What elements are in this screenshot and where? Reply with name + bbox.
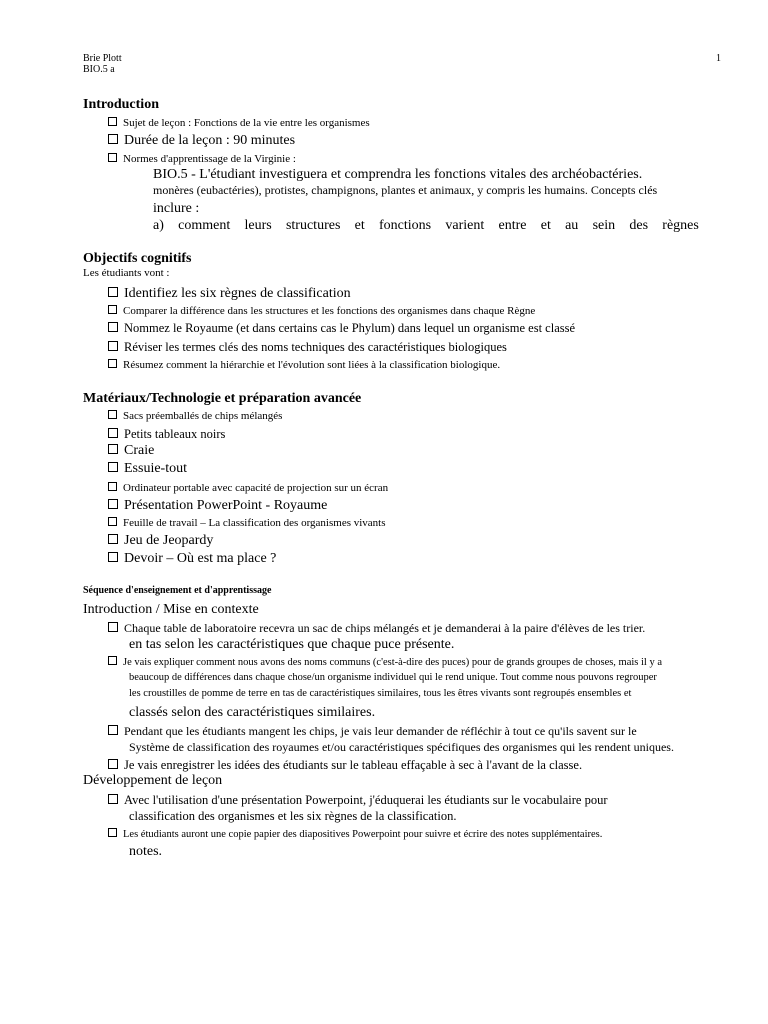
standard-word: a) [153, 218, 164, 233]
standard-word: règnes [662, 218, 699, 233]
material-text: Feuille de travail – La classification des organismes vivants [123, 517, 386, 529]
objective-text: Comparer la différence dans les structures et les fonctions des organismes dans chaque Règne [123, 305, 536, 317]
standard-word: et [540, 218, 551, 233]
material-text: Devoir – Où est ma place ? [124, 551, 277, 566]
checkbox-icon [108, 828, 117, 837]
sequence-text-continued: classés selon des caractéristiques similaires. [129, 705, 376, 720]
checkbox-icon [108, 517, 117, 526]
course-code: BIO.5 a [83, 64, 115, 75]
development-item [108, 828, 602, 841]
material-text: Jeu de Jeopardy [124, 533, 214, 548]
standard-line: monères (eubactéries), protistes, champignons, plantes et animaux, y compris les humains. Concepts clés [153, 183, 658, 197]
material-text: Craie [124, 443, 155, 458]
checkbox-icon [108, 552, 118, 562]
checkbox-icon [108, 134, 118, 144]
material-item [108, 482, 388, 495]
standard-word: et [354, 218, 365, 233]
objective-text: Identifiez les six règnes de classification [124, 286, 351, 301]
standard-word: fonctions [379, 218, 432, 233]
checkbox-icon [108, 622, 118, 632]
sequence-text: Pendant que les étudiants mangent les chips, je vais leur demander de réfléchir à tout ce qu'ils savent sur le [124, 724, 637, 738]
material-text: Ordinateur portable avec capacité de projection sur un écran [123, 482, 389, 494]
objective-item [108, 321, 575, 335]
objectives-heading: Objectifs cognitifs [83, 251, 192, 266]
intro-item-text: Durée de la leçon : 90 minutes [124, 133, 296, 148]
checkbox-icon [108, 444, 118, 454]
intro-item-topic [108, 117, 370, 130]
checkbox-icon [108, 410, 117, 419]
standard-word: sein [592, 218, 616, 233]
sequence-intro-item [108, 656, 662, 669]
sequence-text-continued: les croustilles de pomme de terre en tas de caractéristiques similaires, tous les êtres vivants sont regroupés ensembles et [129, 688, 632, 699]
sequence-intro-item [108, 621, 645, 635]
standard-word: structures [285, 218, 341, 233]
author-name: Brie Plott [83, 53, 122, 64]
objectives-subheading: Les étudiants vont : [83, 267, 170, 279]
page-number: 1 [716, 53, 721, 64]
development-item [108, 793, 607, 807]
checkbox-icon [108, 322, 118, 332]
material-text: Sacs préemballés de chips mélangés [123, 410, 283, 422]
sequence-heading: Séquence d'enseignement et d'apprentissage [83, 585, 272, 596]
intro-item-standards [108, 153, 296, 166]
material-text: Présentation PowerPoint - Royaume [124, 498, 328, 513]
standard-word: comment [178, 218, 231, 233]
checkbox-icon [108, 725, 118, 735]
sequence-text: Je vais enregistrer les idées des étudiants sur le tableau effaçable à sec à l'avant de la classe. [124, 758, 583, 772]
material-text: Petits tableaux noirs [124, 427, 226, 441]
material-item [108, 410, 282, 423]
checkbox-icon [108, 341, 118, 351]
material-item [108, 517, 386, 530]
development-heading: Développement de leçon [83, 773, 223, 788]
intro-item-duration [108, 133, 295, 149]
checkbox-icon [108, 656, 117, 665]
checkbox-icon [108, 305, 117, 314]
objective-item [108, 359, 500, 372]
development-text-continued: notes. [129, 844, 163, 859]
sequence-text-continued: en tas selon les caractéristiques que chaque puce présente. [129, 637, 455, 652]
sequence-text-continued: Système de classification des royaumes et/ou caractéristiques spécifiques des organismes qui les rendent uniques. [129, 740, 674, 754]
objective-text: Réviser les termes clés des noms techniques des caractéristiques biologiques [124, 340, 507, 354]
development-text: Avec l'utilisation d'une présentation Powerpoint, j'éduquerai les étudiants sur le vocabulaire pour [124, 793, 608, 807]
development-text: Les étudiants auront une copie papier des diapositives Powerpoint pour suivre et écrire des notes supplémentaires. [123, 829, 603, 840]
objective-text: Résumez comment la hiérarchie et l'évolution sont liées à la classification biologique. [123, 359, 501, 371]
material-item [108, 461, 187, 477]
objective-item [108, 286, 351, 302]
sequence-intro-item [108, 758, 582, 772]
checkbox-icon [108, 794, 118, 804]
sequence-intro-heading: Introduction / Mise en contexte [83, 602, 259, 617]
material-text: Essuie-tout [124, 461, 187, 476]
checkbox-icon [108, 499, 118, 509]
intro-item-text: Normes d'apprentissage de la Virginie : [123, 153, 296, 165]
checkbox-icon [108, 428, 118, 438]
objective-item [108, 340, 507, 354]
standard-word: leurs [244, 218, 272, 233]
objective-item [108, 305, 535, 318]
standard-line: BIO.5 - L'étudiant investiguera et comprendra les fonctions vitales des archéobactéries. [153, 167, 643, 182]
sequence-text-continued: beaucoup de différences dans chaque chose/un organisme individuel qui le rend unique. Tout comme nous pouvons regrouper [129, 672, 657, 683]
sequence-intro-item [108, 724, 637, 738]
intro-item-text: Sujet de leçon : Fonctions de la vie entre les organismes [123, 117, 370, 129]
material-item [108, 551, 276, 567]
standard-word: au [565, 218, 579, 233]
standard-word: entre [498, 218, 527, 233]
standard-line: inclure : [153, 201, 200, 216]
objective-text: Nommez le Royaume (et dans certains cas le Phylum) dans lequel un organisme est classé [124, 321, 576, 335]
development-text-continued: classification des organismes et les six règnes de la classification. [129, 809, 457, 823]
standard-word: des [629, 218, 649, 233]
standard-justified-line [153, 218, 699, 234]
material-item [108, 427, 225, 441]
sequence-text: Chaque table de laboratoire recevra un sac de chips mélangés et je demanderai à la paire d'élèves de les trier. [124, 621, 646, 635]
checkbox-icon [108, 117, 117, 126]
sequence-text: Je vais expliquer comment nous avons des noms communs (c'est-à-dire des puces) pour de grands groupes de choses, mais il y a [123, 657, 663, 668]
checkbox-icon [108, 759, 118, 769]
checkbox-icon [108, 482, 117, 491]
checkbox-icon [108, 153, 117, 162]
material-item [108, 498, 327, 514]
materials-heading: Matériaux/Technologie et préparation avancée [83, 391, 362, 406]
material-item [108, 443, 154, 459]
standard-word: varient [445, 218, 485, 233]
checkbox-icon [108, 287, 118, 297]
checkbox-icon [108, 534, 118, 544]
checkbox-icon [108, 359, 117, 368]
intro-heading: Introduction [83, 97, 159, 112]
material-item [108, 533, 213, 549]
checkbox-icon [108, 462, 118, 472]
